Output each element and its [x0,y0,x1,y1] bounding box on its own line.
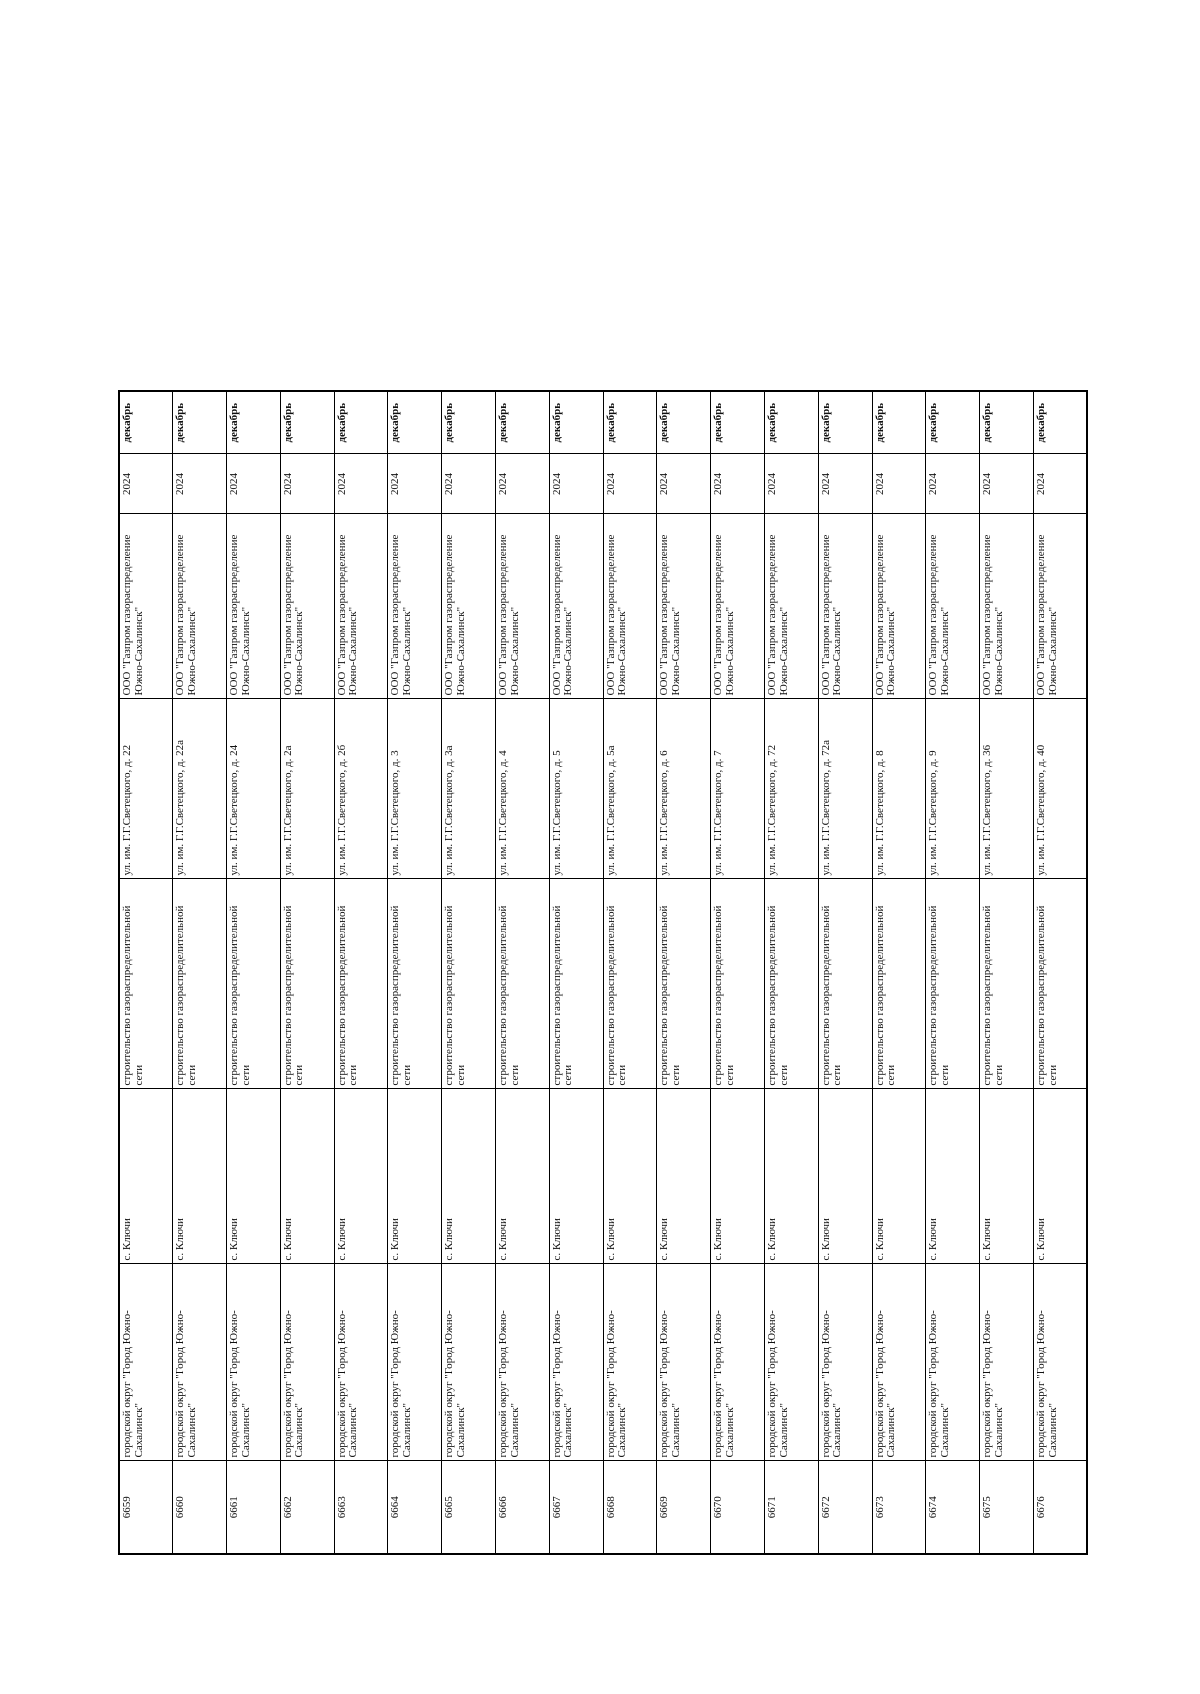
cell-address: ул. им. Г.Г.Светецкого, д. 72 [765,699,819,879]
table-row [1034,391,1088,1554]
table-row [388,391,442,1554]
cell-number: 6674 [926,1461,980,1554]
cell-address: ул. им. Г.Г.Светецкого, д. 3а [442,699,496,879]
cell-settlement: с. Ключи [1034,1089,1088,1264]
cell-settlement: с. Ключи [657,1089,711,1264]
cell-address: ул. им. Г.Г.Светецкого, д. 5а [603,699,657,879]
cell-work-type: строительство газораспределительной сети [442,879,496,1089]
cell-address: ул. им. Г.Г.Светецкого, д. 6 [657,699,711,879]
cell-work-type: строительство газораспределительной сети [980,879,1034,1089]
cell-municipality: городской округ "Город Южно-Сахалинск" [926,1264,980,1461]
table-row [872,391,926,1554]
cell-number: 6660 [173,1461,227,1554]
cell-year: 2024 [496,454,550,514]
cell-work-type: строительство газораспределительной сети [711,879,765,1089]
cell-work-type: строительство газораспределительной сети [173,879,227,1089]
cell-number: 6673 [872,1461,926,1554]
cell-organization: ООО "Газпром газораспределение Южно-Сахалинск" [227,514,281,699]
cell-year: 2024 [926,454,980,514]
cell-settlement: с. Ключи [872,1089,926,1264]
cell-number: 6671 [765,1461,819,1554]
cell-address: ул. им. Г.Г.Светецкого, д. 22а [173,699,227,879]
cell-settlement: с. Ключи [334,1089,388,1264]
cell-municipality: городской округ "Город Южно-Сахалинск" [388,1264,442,1461]
cell-organization: ООО "Газпром газораспределение Южно-Сахалинск" [765,514,819,699]
cell-municipality: городской округ "Город Южно-Сахалинск" [657,1264,711,1461]
cell-year: 2024 [657,454,711,514]
cell-year: 2024 [980,454,1034,514]
cell-settlement: с. Ключи [119,1089,173,1264]
table-row [549,391,603,1554]
cell-work-type: строительство газораспределительной сети [765,879,819,1089]
cell-municipality: городской округ "Город Южно-Сахалинск" [711,1264,765,1461]
cell-work-type: строительство газораспределительной сети [119,879,173,1089]
cell-month: декабрь [496,391,550,454]
cell-number: 6659 [119,1461,173,1554]
cell-year: 2024 [872,454,926,514]
cell-number: 6668 [603,1461,657,1554]
cell-organization: ООО "Газпром газораспределение Южно-Сахалинск" [818,514,872,699]
cell-work-type: строительство газораспределительной сети [872,879,926,1089]
cell-organization: ООО "Газпром газораспределение Южно-Сахалинск" [119,514,173,699]
cell-month: декабрь [603,391,657,454]
cell-municipality: городской округ "Город Южно-Сахалинск" [549,1264,603,1461]
cell-organization: ООО "Газпром газораспределение Южно-Сахалинск" [549,514,603,699]
cell-month: декабрь [765,391,819,454]
cell-work-type: строительство газораспределительной сети [227,879,281,1089]
cell-address: ул. им. Г.Г.Светецкого, д. 3 [388,699,442,879]
cell-number: 6665 [442,1461,496,1554]
cell-organization: ООО "Газпром газораспределение Южно-Сахалинск" [926,514,980,699]
table-row [119,391,173,1554]
table-row [173,391,227,1554]
table-row [765,391,819,1554]
cell-municipality: городской округ "Город Южно-Сахалинск" [334,1264,388,1461]
cell-organization: ООО "Газпром газораспределение Южно-Сахалинск" [280,514,334,699]
table-row [334,391,388,1554]
cell-year: 2024 [442,454,496,514]
cell-month: декабрь [119,391,173,454]
cell-organization: ООО "Газпром газораспределение Южно-Сахалинск" [442,514,496,699]
cell-month: декабрь [173,391,227,454]
cell-settlement: с. Ключи [549,1089,603,1264]
cell-address: ул. им. Г.Г.Светецкого, д. 9 [926,699,980,879]
cell-organization: ООО "Газпром газораспределение Южно-Сахалинск" [388,514,442,699]
cell-settlement: с. Ключи [227,1089,281,1264]
cell-work-type: строительство газораспределительной сети [549,879,603,1089]
cell-settlement: с. Ключи [980,1089,1034,1264]
cell-address: ул. им. Г.Г.Светецкого, д. 72а [818,699,872,879]
cell-organization: ООО "Газпром газораспределение Южно-Сахалинск" [496,514,550,699]
cell-year: 2024 [227,454,281,514]
cell-municipality: городской округ "Город Южно-Сахалинск" [227,1264,281,1461]
cell-organization: ООО "Газпром газораспределение Южно-Сахалинск" [872,514,926,699]
cell-address: ул. им. Г.Г.Светецкого, д. 4 [496,699,550,879]
cell-month: декабрь [442,391,496,454]
cell-year: 2024 [1034,454,1088,514]
cell-municipality: городской округ "Город Южно-Сахалинск" [980,1264,1034,1461]
cell-month: декабрь [280,391,334,454]
cell-municipality: городской округ "Город Южно-Сахалинск" [1034,1264,1088,1461]
table-row [280,391,334,1554]
cell-organization: ООО "Газпром газораспределение Южно-Сахалинск" [603,514,657,699]
cell-work-type: строительство газораспределительной сети [334,879,388,1089]
cell-number: 6667 [549,1461,603,1554]
cell-settlement: с. Ключи [173,1089,227,1264]
cell-month: декабрь [872,391,926,454]
cell-settlement: с. Ключи [280,1089,334,1264]
cell-year: 2024 [603,454,657,514]
table-row [711,391,765,1554]
cell-year: 2024 [818,454,872,514]
cell-number: 6662 [280,1461,334,1554]
cell-settlement: с. Ключи [388,1089,442,1264]
cell-year: 2024 [173,454,227,514]
cell-settlement: с. Ключи [442,1089,496,1264]
table-row [926,391,980,1554]
cell-organization: ООО "Газпром газораспределение Южно-Сахалинск" [980,514,1034,699]
cell-organization: ООО "Газпром газораспределение Южно-Сахалинск" [657,514,711,699]
cell-address: ул. им. Г.Г.Светецкого, д. 22 [119,699,173,879]
cell-municipality: городской округ "Город Южно-Сахалинск" [496,1264,550,1461]
cell-settlement: с. Ключи [603,1089,657,1264]
cell-number: 6669 [657,1461,711,1554]
cell-work-type: строительство газораспределительной сети [280,879,334,1089]
cell-work-type: строительство газораспределительной сети [657,879,711,1089]
cell-municipality: городской округ "Город Южно-Сахалинск" [119,1264,173,1461]
cell-month: декабрь [388,391,442,454]
cell-number: 6664 [388,1461,442,1554]
cell-year: 2024 [334,454,388,514]
cell-month: декабрь [926,391,980,454]
cell-month: декабрь [549,391,603,454]
cell-address: ул. им. Г.Г.Светецкого, д. 5 [549,699,603,879]
table-row [980,391,1034,1554]
cell-work-type: строительство газораспределительной сети [926,879,980,1089]
cell-municipality: городской округ "Город Южно-Сахалинск" [818,1264,872,1461]
cell-year: 2024 [549,454,603,514]
cell-month: декабрь [1034,391,1088,454]
cell-address: ул. им. Г.Г.Светецкого, д. 40 [1034,699,1088,879]
cell-number: 6675 [980,1461,1034,1554]
cell-month: декабрь [980,391,1034,454]
cell-number: 6666 [496,1461,550,1554]
cell-organization: ООО "Газпром газораспределение Южно-Сахалинск" [173,514,227,699]
cell-month: декабрь [818,391,872,454]
cell-month: декабрь [657,391,711,454]
cell-address: ул. им. Г.Г.Светецкого, д. 8 [872,699,926,879]
cell-settlement: с. Ключи [711,1089,765,1264]
cell-municipality: городской округ "Город Южно-Сахалинск" [603,1264,657,1461]
cell-number: 6661 [227,1461,281,1554]
cell-municipality: городской округ "Город Южно-Сахалинск" [765,1264,819,1461]
cell-address: ул. им. Г.Г.Светецкого, д. 2а [280,699,334,879]
cell-work-type: строительство газораспределительной сети [388,879,442,1089]
cell-month: декабрь [227,391,281,454]
cell-address: ул. им. Г.Г.Светецкого, д. 36 [980,699,1034,879]
cell-number: 6672 [818,1461,872,1554]
cell-work-type: строительство газораспределительной сети [496,879,550,1089]
cell-number: 6676 [1034,1461,1088,1554]
cell-settlement: с. Ключи [818,1089,872,1264]
cell-address: ул. им. Г.Г.Светецкого, д. 2б [334,699,388,879]
register-table [118,390,1088,1555]
cell-number: 6670 [711,1461,765,1554]
cell-municipality: городской округ "Город Южно-Сахалинск" [173,1264,227,1461]
cell-address: ул. им. Г.Г.Светецкого, д. 7 [711,699,765,879]
cell-month: декабрь [711,391,765,454]
cell-year: 2024 [765,454,819,514]
cell-year: 2024 [119,454,173,514]
cell-number: 6663 [334,1461,388,1554]
cell-year: 2024 [280,454,334,514]
table-row [496,391,550,1554]
table-row [603,391,657,1554]
cell-municipality: городской округ "Город Южно-Сахалинск" [442,1264,496,1461]
cell-municipality: городской округ "Город Южно-Сахалинск" [872,1264,926,1461]
cell-settlement: с. Ключи [926,1089,980,1264]
cell-year: 2024 [388,454,442,514]
cell-settlement: с. Ключи [496,1089,550,1264]
cell-work-type: строительство газораспределительной сети [603,879,657,1089]
table-row [657,391,711,1554]
cell-work-type: строительство газораспределительной сети [818,879,872,1089]
cell-organization: ООО "Газпром газораспределение Южно-Сахалинск" [711,514,765,699]
rotated-table-container [118,392,1088,1555]
cell-organization: ООО "Газпром газораспределение Южно-Сахалинск" [1034,514,1088,699]
cell-organization: ООО "Газпром газораспределение Южно-Сахалинск" [334,514,388,699]
cell-year: 2024 [711,454,765,514]
cell-work-type: строительство газораспределительной сети [1034,879,1088,1089]
table-row [442,391,496,1554]
cell-month: декабрь [334,391,388,454]
table-row [818,391,872,1554]
cell-settlement: с. Ключи [765,1089,819,1264]
table-row [227,391,281,1554]
register-table-body [119,391,1087,1554]
cell-address: ул. им. Г.Г.Светецкого, д. 24 [227,699,281,879]
cell-municipality: городской округ "Город Южно-Сахалинск" [280,1264,334,1461]
